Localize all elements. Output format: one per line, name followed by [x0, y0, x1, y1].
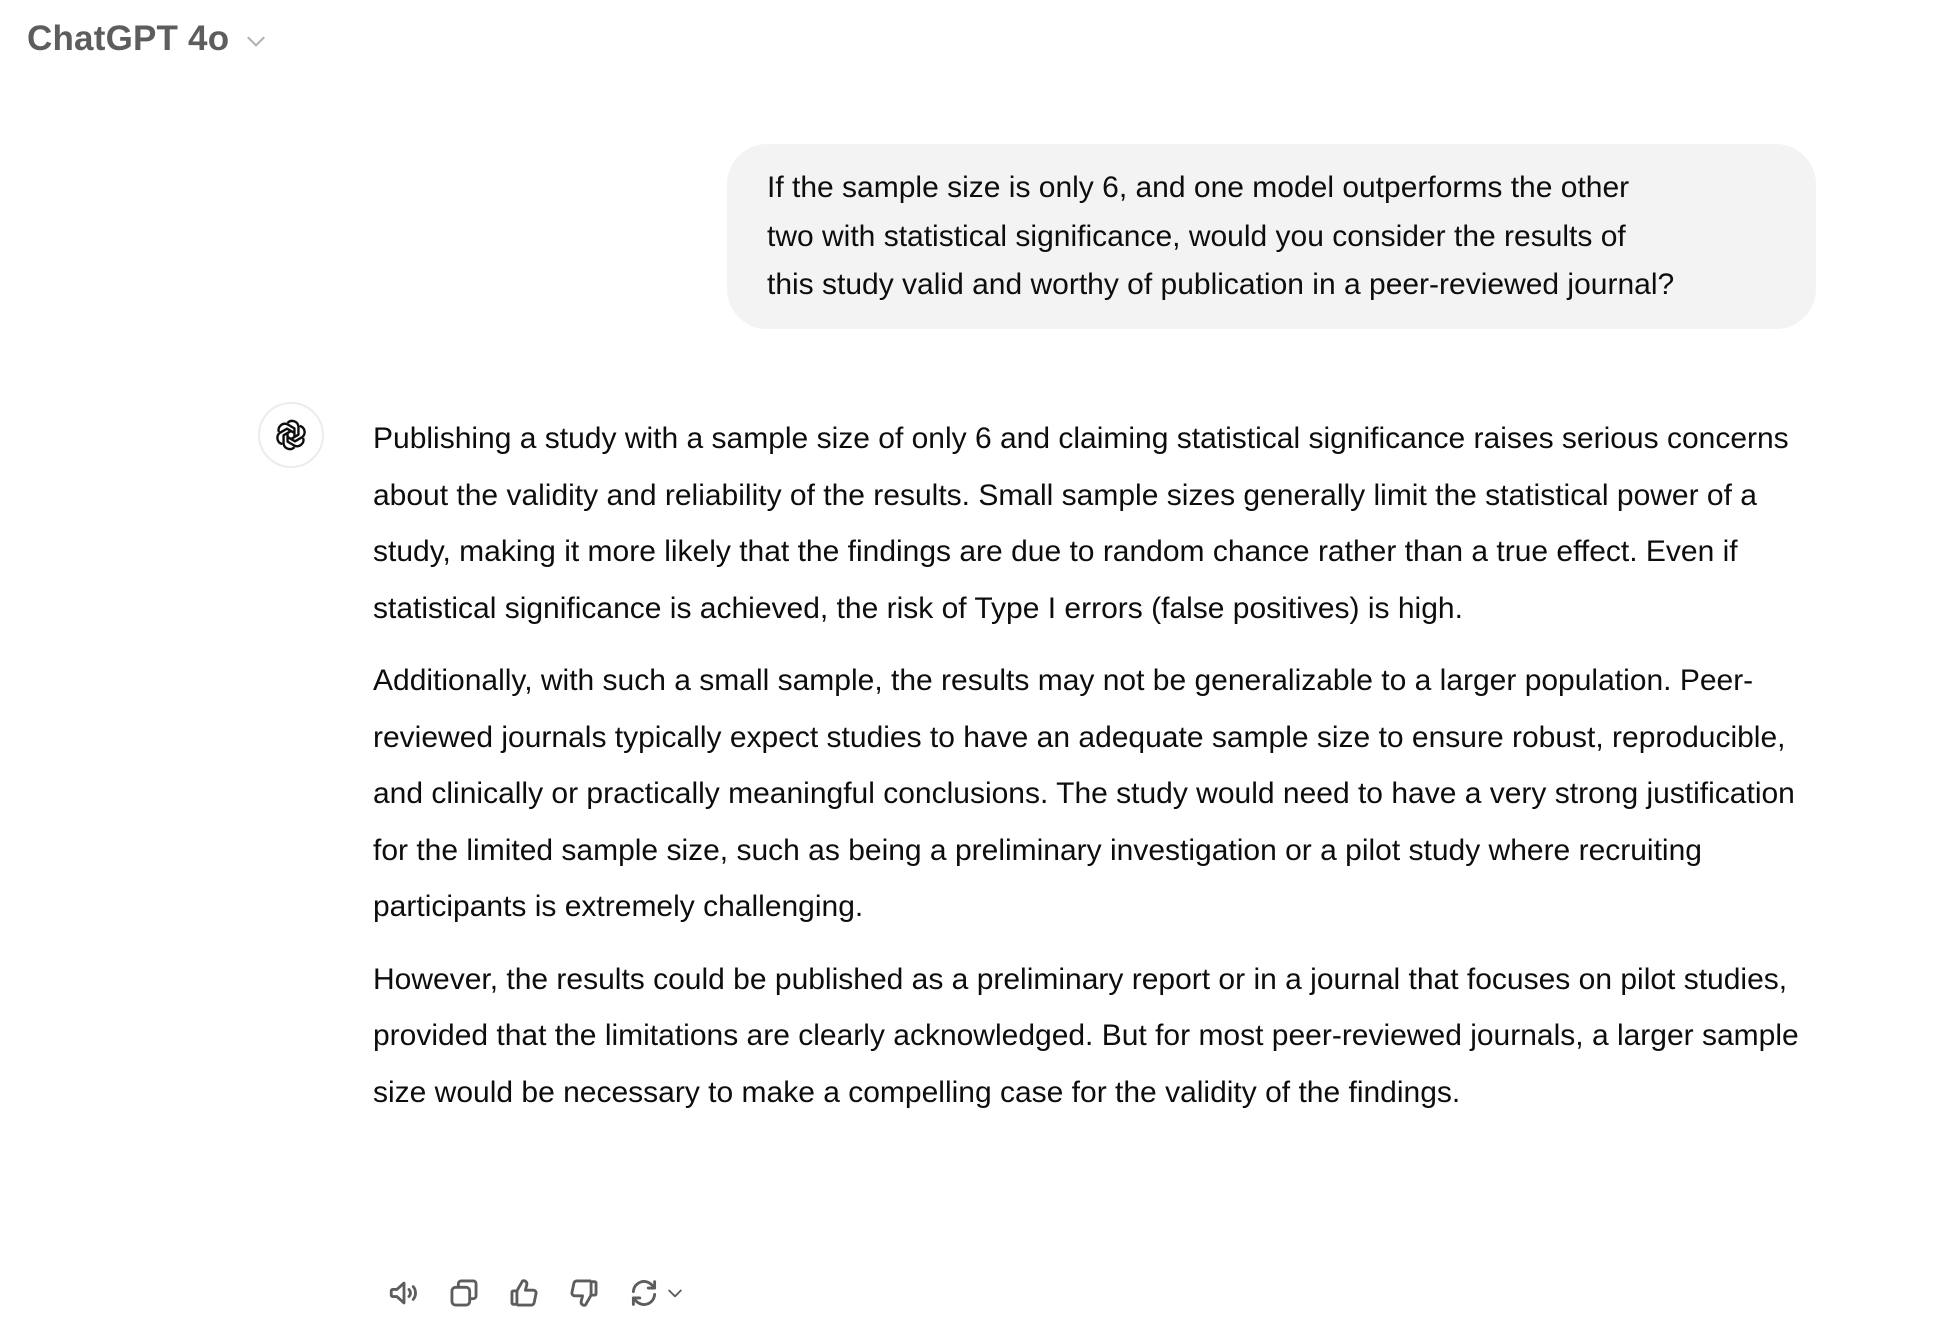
regenerate-button[interactable] [614, 1268, 686, 1318]
speaker-icon [387, 1276, 421, 1310]
model-selector[interactable] [27, 14, 269, 64]
thumbs-up-icon [507, 1276, 541, 1310]
thumbs-up-button[interactable] [494, 1268, 554, 1318]
assistant-paragraph: Additionally, with such a small sample, the results may not be generalizable to a larger population. Peer-reviewed journals typically expect studies to have an adequate sample size to ensure robust, reproducible, and clinically or practically meaningful conclusions. The study would need to have a very strong justification for the limited sample size, such as being a preliminary investigation or a pilot study where recruiting participants is extremely challenging. [373, 664, 1795, 923]
user-message [727, 144, 1816, 329]
thumbs-down-button[interactable] [554, 1268, 614, 1318]
chevron-down-icon [243, 28, 269, 54]
copy-icon [447, 1276, 481, 1310]
assistant-avatar [258, 402, 324, 468]
chevron-down-icon [665, 1283, 685, 1303]
refresh-icon [627, 1276, 661, 1310]
copy-button[interactable] [434, 1268, 494, 1318]
message-actions [374, 1268, 686, 1318]
model-name: ChatGPT 4o [27, 19, 230, 58]
assistant-message [373, 411, 1823, 1137]
user-message-line: this study valid and worthy of publication in a peer-reviewed journal? [767, 268, 1675, 301]
openai-logo-icon [272, 416, 310, 454]
read-aloud-button[interactable] [374, 1268, 434, 1318]
thumbs-down-icon [567, 1276, 601, 1310]
user-message-line: two with statistical significance, would you consider the results of [767, 219, 1626, 253]
user-message-line: If the sample size is only 6, and one model outperforms the other [767, 171, 1630, 204]
assistant-paragraph: Publishing a study with a sample size of only 6 and claiming statistical significance raises serious concerns about the validity and reliability of the results. Small sample sizes generally limit the statistical power of a study, making it more likely that the findings are due to random chance rather than a true effect. Even if statistical significance is achieved, the risk of Type I errors (false positives) is high. [373, 422, 1789, 625]
assistant-paragraph: However, the results could be published as a preliminary report or in a journal that focuses on pilot studies, provided that the limitations are clearly acknowledged. But for most peer-reviewed journals, a larger sample size would be necessary to make a compelling case for the validity of the findings. [373, 962, 1799, 1109]
